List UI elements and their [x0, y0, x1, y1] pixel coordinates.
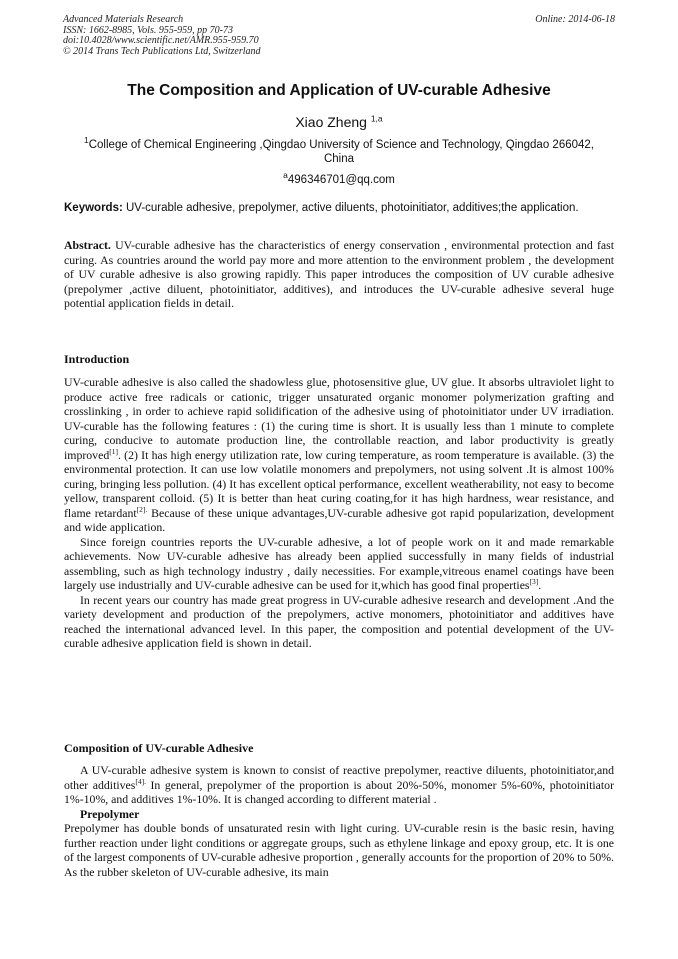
composition-paragraph-1	[64, 763, 614, 807]
journal-issn: ISSN: 1662-8985, Vols. 955-959, pp 70-73	[63, 24, 233, 36]
journal-header	[63, 15, 261, 57]
introduction-heading: Introduction	[64, 352, 130, 366]
comp-p1-text-b: In general, prepolymer of the proportion is about 20%-50%, monomer 5%-60%, photoinitiator 1%-10%, and additives 1%-10%. It is changed according to different material .	[64, 777, 614, 806]
citation-4: [4].	[135, 776, 146, 786]
paper-title: The Composition and Application of UV-curable Adhesive	[127, 82, 551, 99]
abstract	[64, 238, 614, 311]
affiliation-text: College of Chemical Engineering ,Qingdao University of Science and Technology, Qingdao 266042, China	[88, 139, 594, 165]
composition-heading: Composition of UV-curable Adhesive	[64, 741, 254, 755]
affiliation-superscript: 1	[84, 135, 89, 146]
comp-p1-text-a: A UV-curable adhesive system is known to consist of reactive prepolymer, reactive diluents, photoinitiator,and other additives	[64, 763, 614, 792]
keywords-text: UV-curable adhesive, prepolymer, active diluents, photoinitiator, additives;the application.	[122, 202, 579, 214]
keywords	[64, 201, 614, 216]
intro-paragraph-3: In recent years our country has made great progress in UV-curable adhesive research and development .And the variety development and production of the prepolymers, active monomers, photoinitiator and additives have reached the international advanced level. In this paper, the composition and potential development of the UV-curable adhesive application field is shown in detail.	[64, 592, 614, 650]
intro-p1-text-c: Because of these unique advantages,UV-curable adhesive got rapid popularization, development and wide application.	[64, 505, 614, 534]
author-name: Xiao Zheng	[295, 114, 371, 130]
journal-copyright: © 2014 Trans Tech Publications Ltd, Switzerland	[63, 45, 261, 57]
abstract-paragraph	[64, 238, 614, 311]
email-superscript: a	[283, 170, 288, 181]
email-text[interactable]: 496346701@qq.com	[287, 174, 395, 186]
affiliation	[80, 135, 598, 166]
citation-2: [2].	[136, 504, 148, 514]
citation-3: [3]	[529, 577, 539, 587]
journal-doi[interactable]: doi:10.4028/www.scientific.net/AMR.955-959.70	[63, 35, 259, 46]
introduction-body	[64, 375, 614, 651]
composition-body	[64, 763, 614, 879]
intro-paragraph-1	[64, 375, 614, 535]
abstract-label: Abstract.	[64, 238, 111, 252]
online-date: Online: 2014-06-18	[535, 14, 615, 25]
intro-p2-text-b: .	[538, 578, 542, 592]
composition-paragraph-2: Prepolymer has double bonds of unsaturated resin with light curing. UV-curable resin is the basic resin, having further reaction under light conditions or aggregate groups, such as ethylene linkage and epoxy group, etc. It is one of the largest components of UV-curable adhesive proportion , generally accounts for the proportion of 20% to 50%. As the rubber skeleton of UV-curable adhesive, its main	[64, 821, 614, 879]
intro-paragraph-2	[64, 535, 614, 593]
author-email	[0, 170, 678, 186]
intro-p1-text-a: UV-curable adhesive is also called the shadowless glue, photosensitive glue, UV glue. It absorbs ultraviolet light to produce active free radicals or cationic, trigger unsaturated organic monomer polymerization grafting and crosslinking , in order to achieve rapid solidification of the adhesive using of photoinitiator under UV irradiation. UV-curable has the following features : (1) the curing time is short. It is usually less than 1 minute to complete curing, conducive to automate production line, the controllable reaction, and labor productivity is greatly improved	[64, 375, 614, 462]
intro-p1-text-b: . (2) It has high energy utilization rate, low curing temperature, as room temperature is available. (3) the environmental protection. It can use low volatile monomers and prepolymers, not using solvent .It is almost 100% curing, bringing less pollution. (4) It has excellent optical performance, excellent weatherability, not easy to become yellow, transparent colloid. (5) It is better than heat curing coating,for it has high hardness, wear resistance, and flame retardant	[64, 447, 614, 520]
keywords-label: Keywords:	[64, 202, 123, 214]
author-superscript: 1,a	[370, 113, 383, 124]
intro-p2-text-a: Since foreign countries reports the UV-curable adhesive, a lot of people work on it and made remarkable achievements. Now UV-curable adhesive has already been applied successfully in many fields of industrial assembling, such as high technology industry , daily necessities. For example,vitreous enamel coatings have been largely use industrially and UV-curable adhesive can be used for it,which has good final properties	[64, 534, 614, 592]
prepolymer-subheading: Prepolymer	[80, 806, 140, 821]
author-line	[0, 114, 678, 130]
citation-1: [1]	[109, 446, 118, 456]
journal-name: Advanced Materials Research	[63, 14, 184, 25]
abstract-text: UV-curable adhesive has the characteristics of energy conservation , environmental protection and fast curing. As countries around the world pay more and more attention to the environment problem , the development of UV curable adhesive is also growing rapidly. This paper introduces the composition of UV curable adhesive (prepolymer ,active diluent, photoinitiator, additives), and introduces the UV-curable adhesive several huge potential application fields in detail.	[64, 238, 614, 310]
